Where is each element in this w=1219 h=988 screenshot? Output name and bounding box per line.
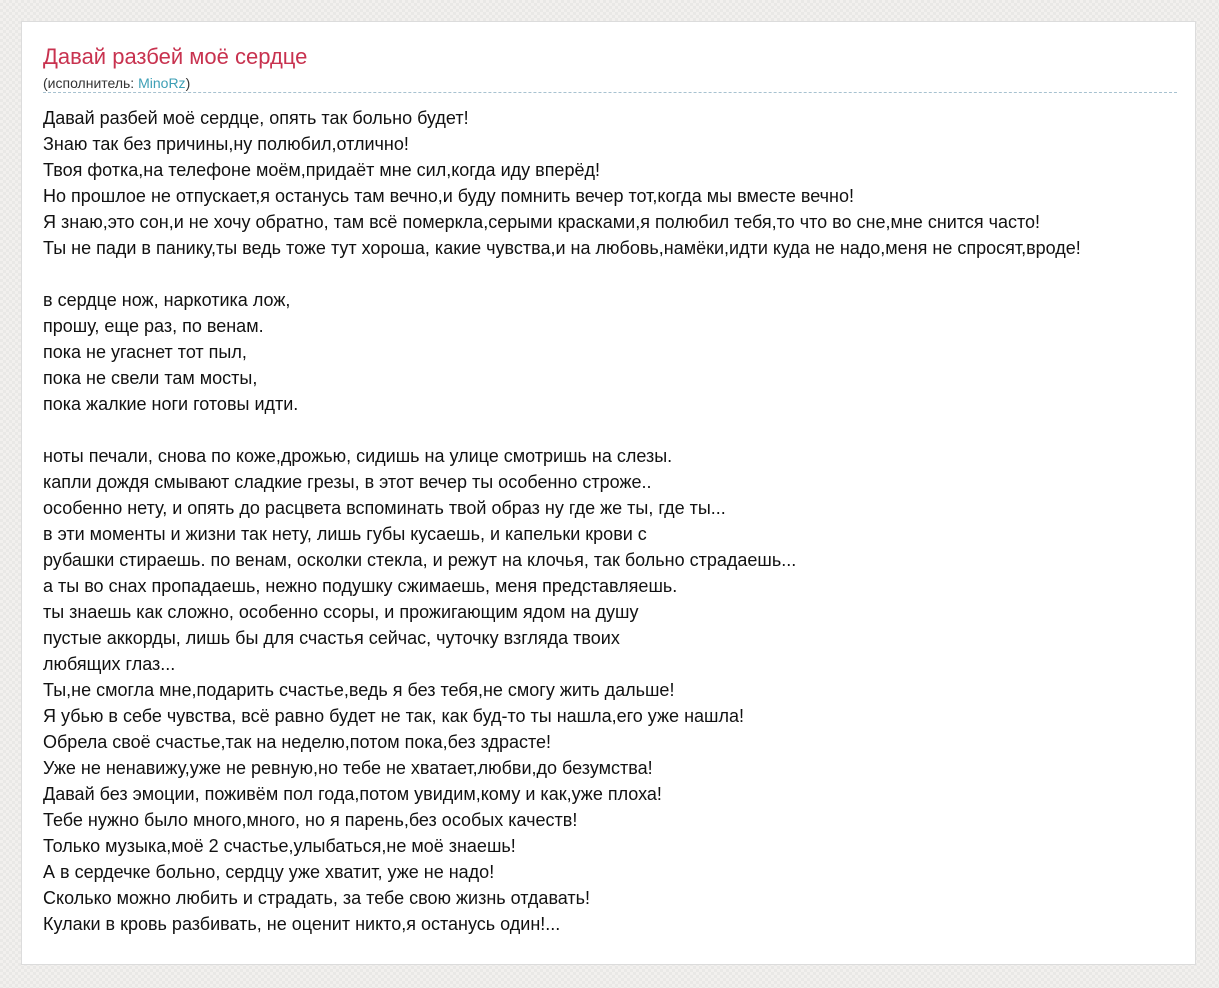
lyric-line: ты знаешь как сложно, особенно ссоры, и прожигающим ядом на душу	[43, 602, 639, 622]
lyric-line: Знаю так без причины,ну полюбил,отлично!	[43, 134, 409, 154]
lyric-line: прошу, еще раз, по венам.	[43, 316, 264, 336]
lyric-line: Кулаки в кровь разбивать, не оценит никто,я останусь один!...	[43, 914, 561, 934]
lyric-line: Давай разбей моё сердце, опять так больно будет!	[43, 108, 469, 128]
lyric-line: Я убью в себе чувства, всё равно будет не так, как буд-то ты нашла,его уже нашла!	[43, 706, 744, 726]
artist-link[interactable]: MinoRz	[138, 75, 186, 91]
lyrics-text	[43, 105, 1081, 937]
stanza-break	[43, 261, 1081, 287]
lyric-line: пока не свели там мосты,	[43, 368, 258, 388]
title-divider	[43, 92, 1177, 93]
performer-suffix: )	[185, 75, 191, 91]
performer-prefix: (исполнитель:	[43, 75, 139, 91]
lyric-line: капли дождя смывают сладкие грезы, в этот вечер ты особенно строже..	[43, 472, 652, 492]
lyric-line: Но прошлое не отпускает,я останусь там вечно,и буду помнить вечер тот,когда мы вместе вечно!	[43, 186, 854, 206]
lyric-line: ноты печали, снова по коже,дрожью, сидишь на улице смотришь на слезы.	[43, 446, 673, 466]
stanza-break	[43, 417, 1081, 443]
lyric-line: А в сердечке больно, сердцу уже хватит, уже не надо!	[43, 862, 495, 882]
lyric-line: Ты,не смогла мне,подарить счастье,ведь я без тебя,не смогу жить дальше!	[43, 680, 675, 700]
lyric-line: Твоя фотка,на телефоне моём,придаёт мне сил,когда иду вперёд!	[43, 160, 600, 180]
performer-line	[43, 74, 190, 92]
lyric-line: Сколько можно любить и страдать, за тебе свою жизнь отдавать!	[43, 888, 591, 908]
lyric-line: Тебе нужно было много,много, но я парень,без особых качеств!	[43, 810, 578, 830]
lyric-line: пустые аккорды, лишь бы для счастья сейчас, чуточку взгляда твоих	[43, 628, 620, 648]
lyric-line: пока жалкие ноги готовы идти.	[43, 394, 299, 414]
lyric-line: Уже не ненавижу,уже не ревную,но тебе не хватает,любви,до безумства!	[43, 758, 653, 778]
lyric-line: любящих глаз...	[43, 654, 176, 674]
lyric-line: Обрела своё счастье,так на неделю,потом пока,без здрасте!	[43, 732, 552, 752]
lyric-line: Ты не пади в панику,ты ведь тоже тут хороша, какие чувства,и на любовь,намёки,идти куда не надо,меня не спросят,вроде!	[43, 238, 1081, 258]
lyrics-card	[21, 21, 1196, 965]
lyric-line: Я знаю,это сон,и не хочу обратно, там всё померкла,серыми красками,я полюбил тебя,то что во сне,мне снится часто!	[43, 212, 1041, 232]
lyric-line: в эти моменты и жизни так нету, лишь губы кусаешь, и капельки крови с	[43, 524, 647, 544]
lyric-line: рубашки стираешь. по венам, осколки стекла, и режут на клочья, так больно страдаешь...	[43, 550, 797, 570]
lyric-line: в сердце нож, наркотика лож,	[43, 290, 291, 310]
lyric-line: а ты во снах пропадаешь, нежно подушку сжимаешь, меня представляешь.	[43, 576, 678, 596]
lyric-line: Давай без эмоции, поживём пол года,потом увидим,кому и как,уже плоха!	[43, 784, 662, 804]
song-title: Давай разбей моё сердце	[43, 44, 308, 69]
lyric-line: Только музыка,моё 2 счастье,улыбаться,не моё знаешь!	[43, 836, 516, 856]
lyric-line: пока не угаснет тот пыл,	[43, 342, 247, 362]
lyric-line: особенно нету, и опять до расцвета вспоминать твой образ ну где же ты, где ты...	[43, 498, 726, 518]
